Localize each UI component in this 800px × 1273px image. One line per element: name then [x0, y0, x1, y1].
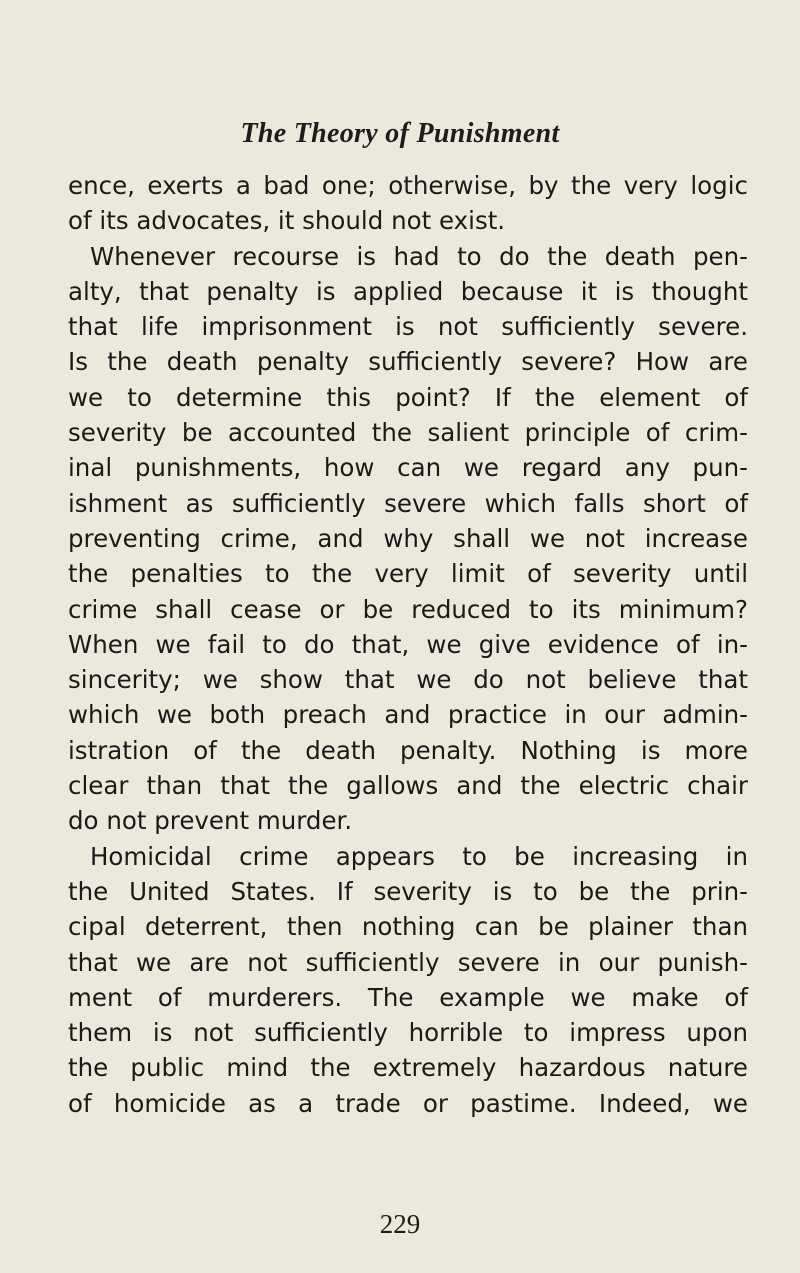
text-line: that we are not sufficiently severe in our punish- — [68, 947, 748, 977]
text-line: do not prevent murder. — [68, 806, 353, 836]
text-line: which we both preach and practice in our admin- — [68, 700, 748, 730]
text-line: the United States. If severity is to be the prin- — [68, 876, 748, 906]
text-line: cipal deterrent, then nothing can be plainer than — [68, 912, 748, 942]
running-head: The Theory of Punishment — [240, 118, 560, 149]
text-line: we to determine this point? If the element of — [68, 382, 748, 412]
text-line: crime shall cease or be reduced to its minimum? — [68, 594, 748, 624]
body-text — [68, 168, 748, 1121]
text-line: sincerity; we show that we do not believe that — [68, 665, 748, 695]
text-line: of its advocates, it should not exist. — [68, 206, 506, 236]
text-line: preventing crime, and why shall we not increase — [68, 523, 748, 553]
text-line: ence, exerts a bad one; otherwise, by the very logic — [68, 171, 748, 200]
text-line: ishment as sufficiently severe which falls short of — [68, 488, 748, 518]
text-line: clear than that the gallows and the electric chair — [68, 771, 748, 801]
text-line: severity be accounted the salient principle of crim- — [68, 418, 748, 448]
page-number: 229 — [379, 1209, 421, 1239]
text-line: Is the death penalty sufficiently severe? How are — [68, 347, 748, 377]
text-line: inal punishments, how can we regard any pun- — [68, 453, 748, 483]
text-line: ment of murderers. The example we make of — [68, 982, 748, 1012]
text-line: alty, that penalty is applied because it is thought — [68, 276, 748, 306]
text-line: them is not sufficiently horrible to impress upon — [68, 1018, 748, 1048]
text-line: Homicidal crime appears to be increasing in — [90, 841, 748, 871]
text-line: When we fail to do that, we give evidence of in- — [68, 629, 748, 659]
text-line: of homicide as a trade or pastime. Indeed, we — [68, 1088, 748, 1118]
text-line: the penalties to the very limit of severity until — [68, 559, 748, 589]
text-line: istration of the death penalty. Nothing is more — [68, 735, 748, 765]
text-line: the public mind the extremely hazardous nature — [68, 1053, 748, 1083]
text-line: that life imprisonment is not sufficiently severe. — [68, 312, 748, 342]
text-line: Whenever recourse is had to do the death pen- — [90, 241, 748, 271]
